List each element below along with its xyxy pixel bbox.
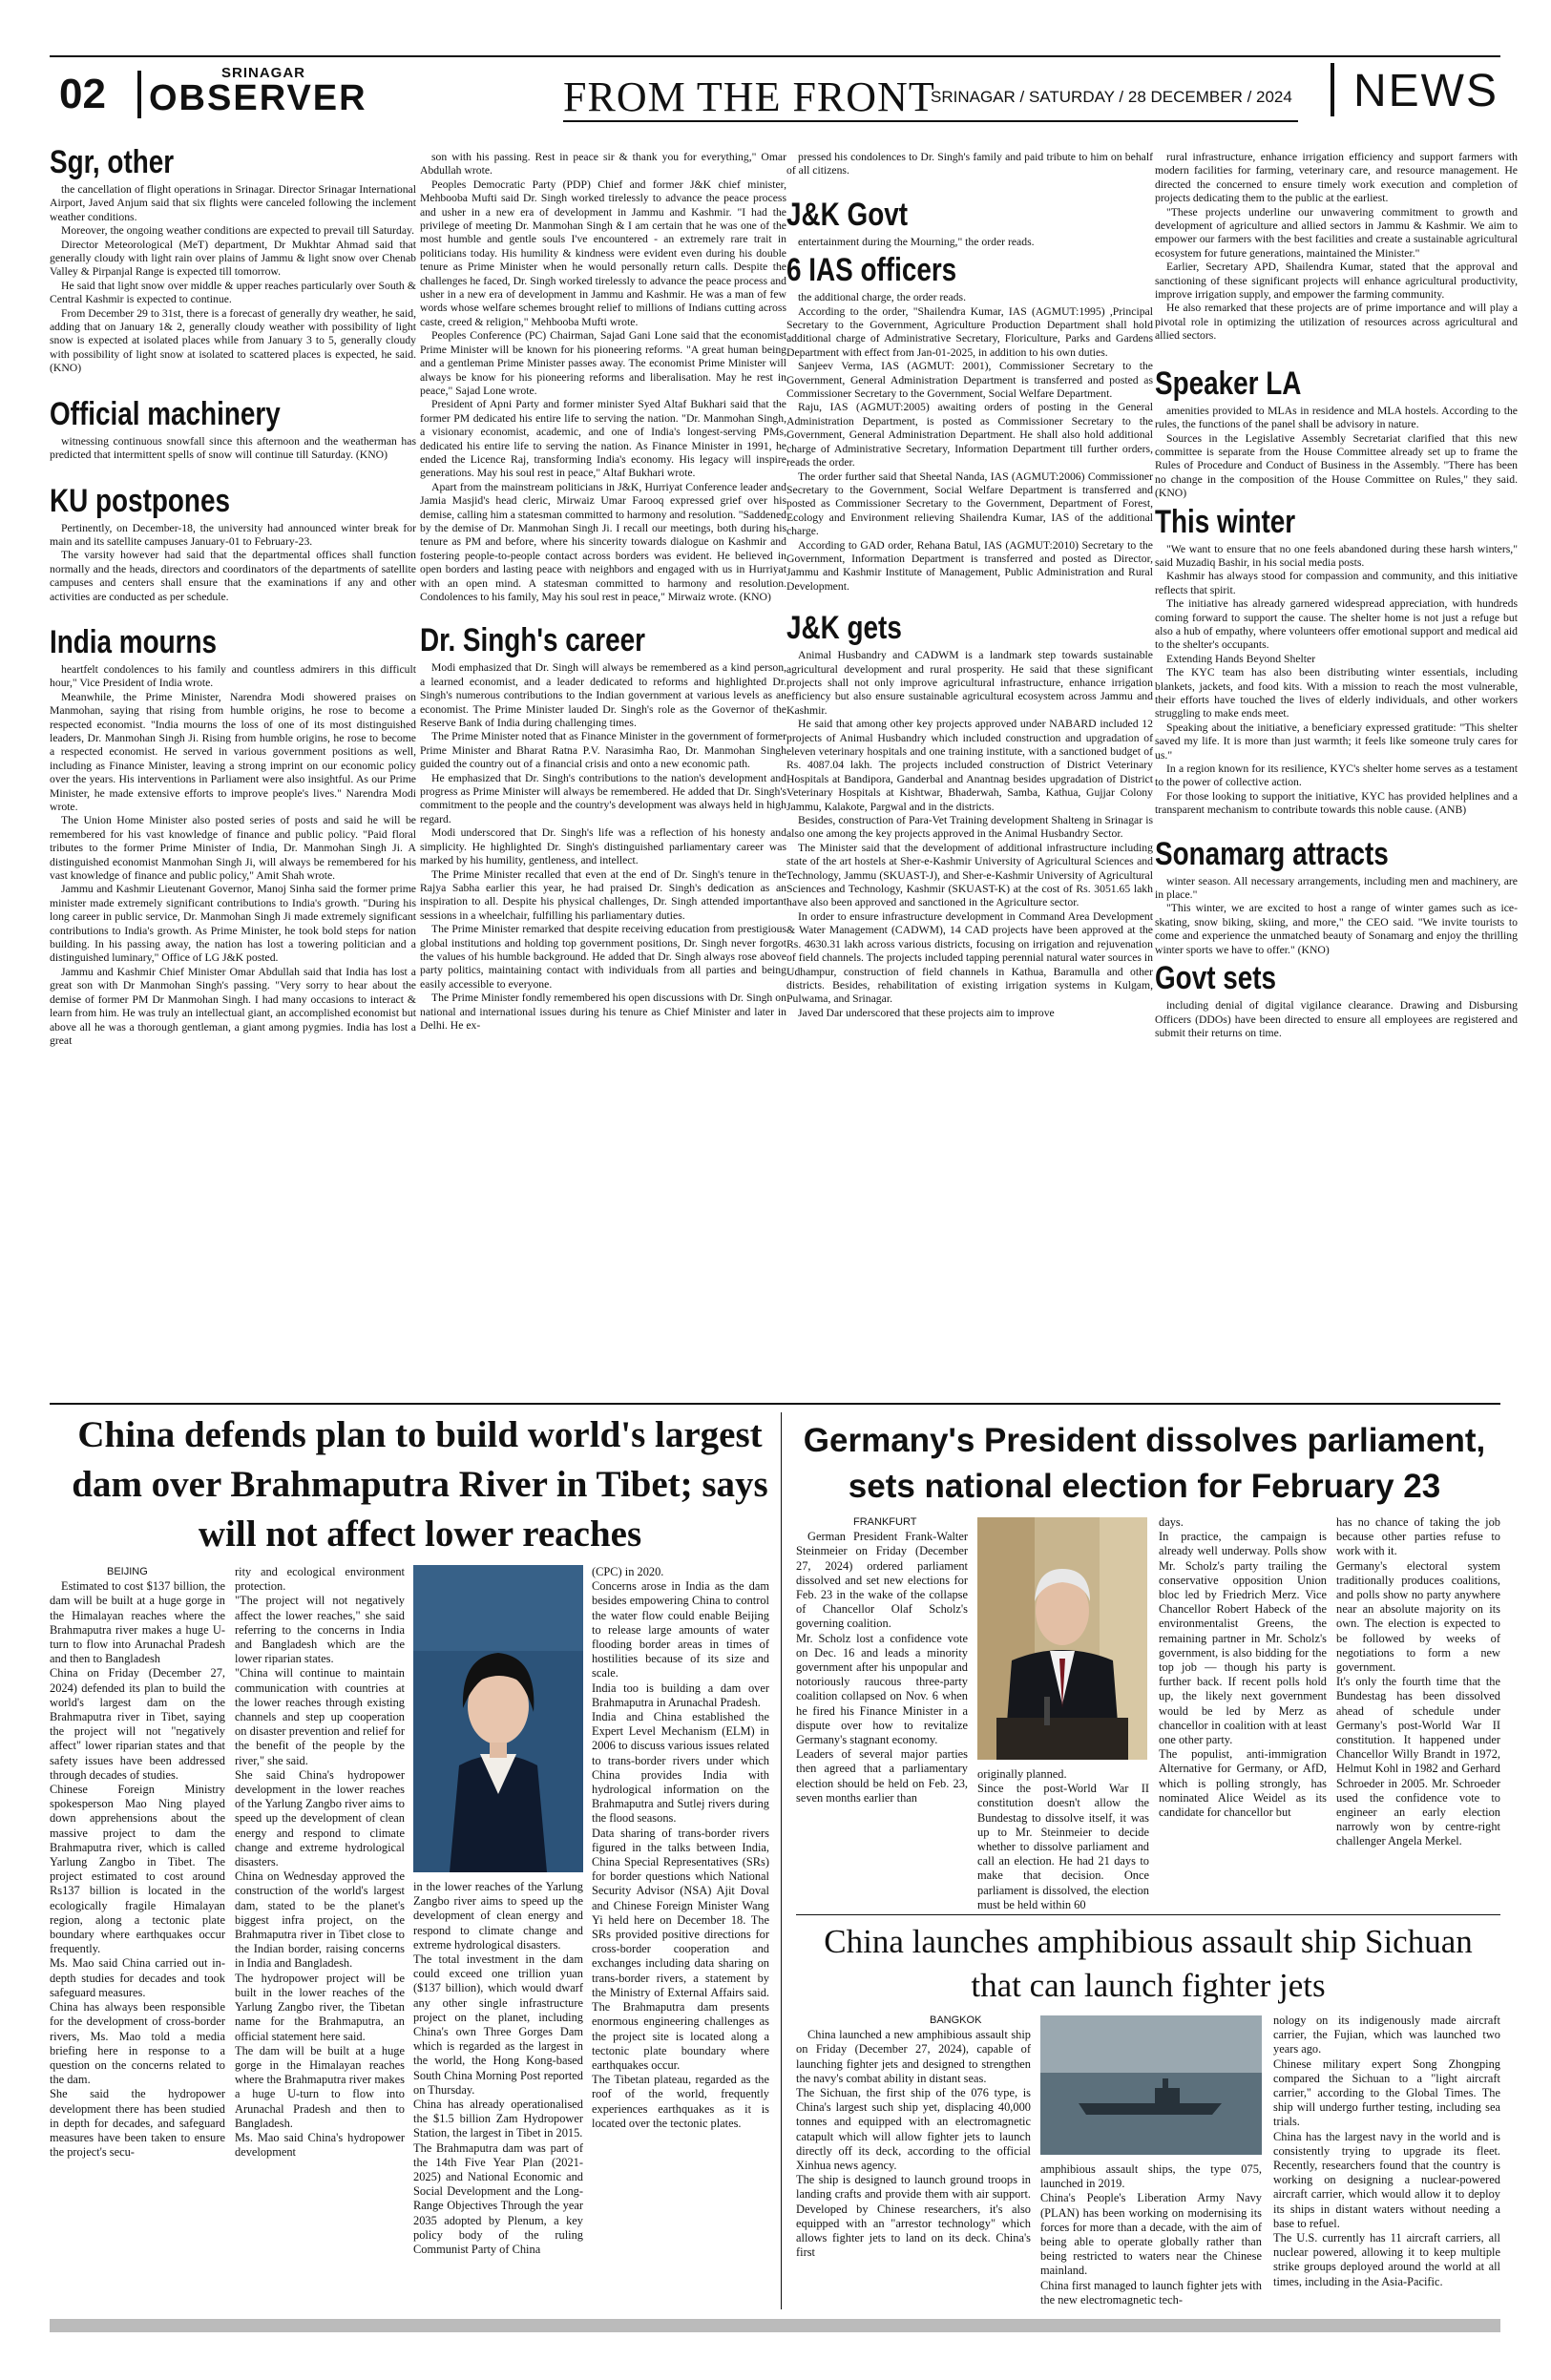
paragraph: Earlier, Secretary APD, Shailendra Kumar, stated that the approval and sanctioning of these significant projects will enhance agricultural productivity, improve irrigation supply, and empower the farming community. (1155, 261, 1518, 302)
germany-col-2 (977, 1767, 1149, 1912)
paragraph: He said that among other key projects approved under NABARD included 12 projects of Animal Husbandry which included construction and upgradation of eleven veterinary hospitals and one training institute, with a sanctioned budget of Rs. 4087.04 lakh. The projects included construction of District Veterinary Hospitals at Bandipora, Ganderbal and Anantnag besides upgradation of District Veterinary Hospitals at Kishtwar, Bhaderwah, Samba, Kathua, Gujjar Colony Jammu, Kalakote, Pargwal and in the districts. (786, 718, 1153, 813)
paragraph: Raju, IAS (AGMUT:2005) awaiting orders of posting in the General Administration Department, is posted as Commissioner Secretary to the Government, General Administration Department. He shall also hold additional charge of Administrative Secretary, Information Department till further orders, reads the order. (786, 401, 1153, 470)
paragraph: nology on its indigenously made aircraft carrier, the Fujian, which was launched two years ago. Chinese military expert Song Zhongping compared the Sichuan to a "light aircraft carrier," according to the Global Times. The ship will undergo further testing, including sea trials. China has the largest navy in the world and is consistently trying to upgrade its fleet. Recently, researchers found that the country is working on designing a nuclear-powered aircraft carrier, which would allow it to deploy its ships in distant waters without needing a base to refuel. The U.S. currently has 11 aircraft carriers, all nuclear powered, allowing it to keep multiple strike groups deployed around the world at all times, including in the Asia-Pacific. (1273, 2014, 1500, 2288)
story-heading: Govt sets (1155, 960, 1277, 997)
page-dateline: SRINAGAR / SATURDAY / 28 DECEMBER / 2024 (931, 88, 1292, 106)
paragraph: (CPC) in 2020. Concerns arose in India as the dam besides empowering China to control the water flow could enable Beijing to release large amounts of water flooding border areas in times of hostilities because of its size and scale. India too is building a dam over Brahmaputra in Arunachal Pradesh. India and China established the Expert Level Mechanism (ELM) in 2006 to discuss various issues related to trans-border rivers under which China provides India with hydrological information on the Brahmaputra and Sutlej rivers during the flood seasons. Data sharing of trans-border rivers figured in the talks between India, China Special Representatives (SRs) for border questions which National Security Advisor (NSA) Ajit Doval and Chinese Foreign Minister Wang Yi held here on December 18. The SRs provided positive directions for cross-border cooperation and exchanges including data sharing on trans-border rivers, a statement by the Ministry of External Affairs said. The Brahmaputra dam presents enormous engineering challenges as the project site is located along a tectonic plate boundary where earthquakes occur. The Tibetan plateau, regarded as the roof of the world, frequently experiences earthquakes as it is located over the tectonic plates. (592, 1565, 769, 2130)
paragraph: Estimated to cost $137 billion, the dam will be built at a huge gorge in the Himalayan reaches where the Brahmaputra river makes a huge U-turn to flow into Arunachal Pradesh and then to Bangladesh China on Friday (December 27, 2024) defended its plan to build the world's largest dam on the Brahmaputra river in Tibet, saying the project will not "negatively affect" lower riparian states and that safety issues have been addressed through decades of studies. Chinese Foreign Ministry spokesperson Mao Ning played down apprehensions about the massive project to dam the Brahmaputra river, which is called Yarlung Zangbo in Tibet. The project estimated to cost around Rs137 billion is located in the ecologically fragile Himalayan region, along a tectonic plate boundary where earthquakes occur frequently. Ms. Mao said China carried out in-depth studies for decades and took safeguard measures. China has always been responsible for the development of cross-border rivers, Ms. Mao told a media briefing here in response to a question on the concerns related to the dam. She said the hydropower development there has been studied in depth for decades, and safeguard measures have been taken to ensure the project's secu- (50, 1579, 225, 2160)
ship-image (1040, 2015, 1262, 2155)
china-dam-col-2 (235, 1565, 405, 2160)
paragraph: "This winter, we are excited to host a range of winter games such as ice-skating, snow biking, skiing, and more," the CEO said. "We invite tourists to come and experience the unmatched beauty of Sonamarg and enjoy the thrilling winter sports we have to offer." (KNO) (1155, 902, 1518, 956)
paragraph: Jammu and Kashmir Lieutenant Governor, Manoj Sinha said the former prime minister made extremely significant contributions to India's growth. "During his long career in public service, Dr. Manmohan Singh Ji made extremely significant contributions to India's growth. As Prime Minister, he took bold steps for nation building. In his passing away, the nation has lost a towering politician and a distinguished luminary," Office of LG J&K posted. (50, 883, 416, 965)
paragraph: Javed Dar underscored that these projects aim to improve (798, 1006, 1055, 1019)
paragraph: Peoples Conference (PC) Chairman, Sajad Gani Lone said that the economist Prime Minister will be known for his pioneering reforms. "A great human being and a gentleman Prime Minister passes away. The economist Prime Minister will always be know for his pioneering reforms and liberalisation. May he rest in peace," Sajad Lone wrote. (420, 329, 786, 397)
story-heading: This winter (1155, 503, 1296, 540)
story-heading: J&K Govt (786, 196, 909, 233)
dateline: FRANKFURT (853, 1516, 917, 1528)
paragraph: Sources in the Legislative Assembly Secretariat clarified that this new committee is separate from the House Committee already set up to frame the Rules of Procedure and Conduct of Business in the Assembly. "There has been no change in the composition of the House Committee on Rules," they said. (KNO) (1155, 431, 1518, 500)
paragraph: Director Meteorological (MeT) department, Dr Mukhtar Ahmad said that generally cloudy with light rain over plains of Jammu & light snow over Chenab Valley & Pirpanjal Range is expected till tomorrow. (50, 238, 416, 279)
column-1 (50, 141, 416, 1048)
story-heading: KU postpones (50, 482, 230, 519)
paragraph: Pertinently, on December-18, the university had announced winter break for main and its satellite campuses January-01 to February-23. (50, 521, 416, 548)
story-heading: Official machinery (50, 395, 281, 432)
story-heading: J&K gets (786, 610, 902, 647)
header-divider-right (1331, 63, 1334, 116)
paragraph: In a region known for its resilience, KYC's shelter home serves as a testament to the power of collective action. (1155, 762, 1518, 789)
paragraph: For those looking to support the initiative, KYC has provided helplines and a transparent mechanism to contribute towards this noble cause. (ANB) (1155, 789, 1518, 817)
paragraph: rity and ecological environment protection. "The project will not negatively affect the lower reaches," she said referring to the concerns in India and Bangladesh which are the lower riparian states. "China will continue to maintain communication with countries at the lower reaches through existing channels and step up cooperation on disaster prevention and relief for the benefit of the people by the river," she said. She said China's hydropower development in the lower reaches of the Yarlung Zangbo river aims to speed up the development of clean energy and respond to climate change and extreme hydrological disasters. China on Wednesday approved the construction of the world's largest dam, stated to be the planet's biggest infra project, on the Brahmaputra river in Tibet close to the Indian border, raising concerns in India and Bangladesh. The hydropower project will be built in the lower reaches of the Yarlung Zangbo river, the Tibetan name for the Brahmaputra, an official statement here said. The dam will be built at a huge gorge in the Himalayan reaches where the Brahmaputra river makes a huge U-turn to flow into Arunachal Pradesh and then to Bangladesh. Ms. Mao said China's hydropower development (235, 1565, 405, 2160)
paragraph: In order to ensure infrastructure development in Command Area Development & Water Management (CADWM), 14 CAD projects have been approved at the Rs. 4630.31 lakh across various districts, focusing on irrigation and rejuvenation of field channels. The projects included tapping perennial natural water sources in Udhampur, construction of field channels in Kathua, Baramulla and other districts. Besides, rehabilitation of existing irrigation systems in Kulgam, Pulwama, and Srinagar. (786, 909, 1153, 1006)
paragraph: He said that light snow over middle & upper reaches particularly over South & Central Kashmir is expected to continue. (50, 279, 416, 306)
page-number: 02 (59, 71, 106, 117)
dateline: BEIJING (107, 1566, 148, 1577)
paragraph: The varsity however had said that the departmental offices shall function normally and the heads, directors and coordinators of the departments of satellite campuses and centers shall ensure that the examinations if any and other activities are conducted as per schedule. (50, 549, 416, 603)
column-3 (786, 151, 1153, 1020)
germany-col-1 (796, 1515, 968, 1806)
china-dam-headline: China defends plan to build world's largest dam over Brahmaputra River in Tibet; says will not affect lower reaches (72, 1414, 768, 1555)
paragraph: Apart from the mainstream politicians in J&K, Hurriyat Conference leader and Jamia Masjid's head cleric, Mirwaiz Umar Farooq expressed grief over his demise, calling him a statesman committed to harmony and resolution. "Saddened by the demise of Dr. Manmohan Singh Ji. I recall our meetings, both during his tenure as PM and before, where his sincerity towards dialogue on Kashmir and fostering people-to-people contact across borders was evident. He believed in open borders and lasting peace with neighbors and engaged with us in Hurriyat with an open mind. A statesman committed to harmony and resolution. Condolences to his family, May his soul rest in peace," Mirwaiz wrote. (KNO) (420, 480, 786, 603)
header-divider (137, 71, 141, 118)
paragraph: Besides, construction of Para-Vet Training development Shalteng in Srinagar is also one among the key projects approved in the Animal Husbandry Sector. (786, 814, 1153, 841)
paragraph: Modi emphasized that Dr. Singh will always be remembered as a kind person, a learned economist, and a leader dedicated to reforms and highlighted Dr. Singh's numerous contributions to the Indian government at various levels as an economist. The Prime Minister lauded Dr. Singh's role as the Governor of the Reserve Bank of India during challenging times. (420, 661, 786, 730)
paragraph: He emphasized that Dr. Singh's contributions to the nation's development and progress as Prime Minister will always be remembered. He added that Dr. Singh's commitment to the people and the country's development was always held in high regard. (420, 771, 786, 825)
china-ship-col-3 (1273, 2014, 1500, 2289)
paragraph: Extending Hands Beyond Shelter (1166, 652, 1316, 665)
column-2 (420, 151, 786, 1033)
paragraph: heartfelt condolences to his family and countless admirers in this difficult hour," Vice President of India wrote. (50, 662, 416, 690)
paragraph: entertainment during the Mourning," the order reads. (798, 235, 1035, 248)
paragraph: "These projects underline our unwavering commitment to growth and development of agriculture and allied sectors in Jammu & Kashmir. We aim to empower our farmers with the best facilities and create a sustainable agricultural ecosystem for future generations, maintained the Minister." (1155, 205, 1518, 260)
paragraph: rural infrastructure, enhance irrigation efficiency and support farmers with modern facilities for farming, veterinary care, and resource management. He directed the concerned to ensure timely work execution and completion of projects dedicating them to the public at the earliest. (1155, 151, 1518, 205)
paragraph: President of Apni Party and former minister Syed Altaf Bukhari said that the former PM dedicated his entire life to serving the nation. "Dr. Manmohan Singh, a visionary economist, academic, and one of India's longest-serving PMs, dedicated his entire life to serving the nation. As Finance Minister in 1991, he ended the Licence Raj, transforming India's economy. His legacy will inspire generations. May his soul rest in peace," Altaf Bukhari wrote. (420, 398, 786, 480)
brand-logo: OBSERVER (149, 78, 367, 118)
dateline: BANGKOK (930, 2015, 982, 2026)
paragraph: Modi underscored that Dr. Singh's life was a reflection of his honesty and simplicity. He highlighted Dr. Singh's distinguished parliamentary career was marked by his humility, gentleness, and intellect. (420, 826, 786, 867)
paragraph: According to GAD order, Rehana Batul, IAS (AGMUT:2010) Secretary to the Government, Information Department is transferred and posted as Director, Jammu and Kashmir Institute of Management, Public Administration and Rural Development. (786, 538, 1153, 593)
germany-headline: Germany's President dissolves parliament, sets national election for February 23 (803, 1422, 1486, 1505)
paragraph: German President Frank-Walter Steinmeier on Friday (December 27, 2024) ordered parliament dissolved and set new elections for Feb. 23 in the wake of the collapse of Chancellor Olaf Scholz's governing coalition. Mr. Scholz lost a confidence vote on Dec. 16 and leads a minority government after his unpopular and notoriously raucous three-party coalition collapsed on Nov. 6 when he fired his Finance Minister in a dispute over how to revitalize Germany's stagnant economy. Leaders of several major parties then agreed that a parliamentary election should be held on Feb. 23, seven months earlier than (796, 1530, 968, 1805)
header-top-rule (50, 55, 1500, 57)
paragraph: From December 29 to 31st, there is a forecast of generally dry weather, he said, adding that on January 1& 2, generally cloudy weather with possibility of light snow is expected at isolated places while from January 3 to 5, generally cloudy with possibility of light snow at isolated to scattered places is expected, he said. (KNO) (50, 306, 416, 375)
paragraph: Speaking about the initiative, a beneficiary expressed gratitude: "This shelter saved my life. It is more than just warmth; it feels like someone truly cares for us." (1155, 720, 1518, 762)
paragraph: including denial of digital vigilance clearance. Drawing and Disbursing Officers (DDOs) have been directed to ensure all employees are registered and submit their returns on time. (1155, 999, 1518, 1039)
paragraph: China launched a new amphibious assault ship on Friday (December 27, 2024), capable of launching fighter jets and designed to strengthen the navy's combat ability in distant seas. The Sichuan, the first ship of the 076 type, is China's largest such ship yet, displacing 40,000 tonnes and equipped with an electromagnetic catapult which will allow fighter jets to launch directly off its deck, according to the official Xinhua news agency. The ship is designed to launch ground troops in landing crafts and provide them with air support. Developed by Chinese researchers, it's also equipped with an "arrestor technology" which allows fighter jets to land on its deck. China's first (796, 2028, 1031, 2260)
paragraph: Jammu and Kashmir Chief Minister Omar Abdullah said that India has lost a great son with Dr Manmohan Singh's passing. "Very sorry to hear about the demise of former PM Dr Manmohan Singh. I had many occasions to interact & learn from him. He was truly an intellectual giant, an accomplished economist but above all he was a thorough gentleman, a giant among pygmies. India has lost a great (50, 965, 416, 1047)
paragraph: "We want to ensure that no one feels abandoned during these harsh winters," said Muzadiq Bashir, in his social media posts. (1155, 542, 1518, 569)
china-ship-col-2 (1040, 2162, 1262, 2307)
paragraph: the additional charge, the order reads. (798, 291, 966, 304)
section-label-news: NEWS (1353, 66, 1499, 116)
paragraph: The Prime Minister remarked that despite receiving education from prestigious global institutions and holding top government positions, Dr. Singh never forgot the values of his humble background. He added that Dr. Singh always rose above party politics, maintaining contact with individuals from all parties and being easily accessible to everyone. (420, 923, 786, 991)
assault-ship-photo (1040, 2015, 1262, 2155)
paragraph: The Prime Minister fondly remembered his open discussions with Dr. Singh on national and international issues during his tenure as Chief Minister and later in Delhi. He ex- (420, 992, 786, 1032)
story-heading: Sonamarg attracts (1155, 835, 1389, 872)
president-figure (977, 1517, 1147, 1760)
column-divider (781, 1412, 782, 2309)
story-heading: Speaker LA (1155, 365, 1302, 402)
paragraph: The Minister said that the development of additional infrastructure including state of the art hostels at Sher-e-Kashmir University of Agricultural Sciences and Technology, Jammu (SKUAST-J), and Sher-e-Kashmir University of Agricultural Sciences and Technology, Kashmir (SKUAST-K) at the cost of Rs. 3051.65 lakh have also been approved and sanctioned in the Agriculture sector. (786, 841, 1153, 909)
brand-city: SRINAGAR (221, 65, 306, 81)
spokesperson-figure (413, 1565, 583, 1872)
paragraph: son with his passing. Rest in peace sir & thank you for everything," Omar Abdullah wrote. (420, 151, 786, 177)
germany-col-3 (1159, 1515, 1327, 1820)
china-ship-headline: China launches amphibious assault ship Sichuan that can launch fighter jets (824, 1923, 1473, 2004)
story-heading: Sgr, other (50, 144, 175, 180)
paragraph: The order further said that Sheetal Nanda, IAS (AGMUT:2006) Commissioner Secretary to the Government, Social Welfare Department is transferred and posted as Commissioner Secretary to the Government, Department of Forest, Ecology and Environment relieving Shailendra Kumar, IAS of the additional charge. (786, 470, 1153, 538)
paragraph: amphibious assault ships, the type 075, launched in 2019. China's People's Liberation Army Navy (PLAN) has been working on modernising its forces for more than a decade, with the aim of being able to operate globally rather than being restricted to waters near the Chinese mainland. China first managed to launch fighter jets with the new electromagnetic tech- (1040, 2162, 1262, 2307)
paragraph: winter season. All necessary arrangements, including men and machinery, are in place." (1155, 874, 1518, 902)
paragraph: originally planned. Since the post-World War II constitution doesn't allow the Bundestag to dissolve itself, it was up to Mr. Steinmeier to decide whether to dissolve parliament and call an election. He had 21 days to make that decision. Once parliament is dissolved, the election must be held within 60 (977, 1767, 1149, 1911)
china-dam-col-1 (50, 1565, 225, 2160)
header-bottom-rule (563, 120, 1298, 122)
paragraph: the cancellation of flight operations in Srinagar. Director Srinagar International Airport, Javed Anjum said that six flights were canceled following the inclement weather conditions. (50, 183, 416, 223)
paragraph: Moreover, the ongoing weather conditions are expected to prevail till Saturday. (61, 224, 415, 238)
paragraph: in the lower reaches of the Yarlung Zangbo river aims to speed up the development of clean energy and respond to climate change and extreme hydrological disasters. The total investment in the dam could exceed one trillion yuan ($137 billion), which would dwarf any other single infrastructure project on the planet, including China's own Three Gorges Dam which is regarded as the largest in the world, the Hong Kong-based South China Morning Post reported on Thursday. China has already operationalised the $1.5 billion Zam Hydropower Station, the largest in Tibet in 2015. The Brahmaputra dam was part of the 14th Five Year Plan (2021-2025) and National Economic and Social Development and the Long-Range Objectives Through the year 2035 adopted by Plenum, a key policy body of the ruling Communist Party of China (413, 1880, 583, 2257)
china-dam-col-4 (592, 1565, 769, 2131)
section-divider (50, 1403, 1500, 1405)
paragraph: Peoples Democratic Party (PDP) Chief and former J&K chief minister, Mehbooba Mufti said Dr. Singh worked tirelessly to advance the peace process and usher in a new era of development in Jammu and Kashmir. "I had the privilege of meeting Dr. Manmohan Singh & I am certain that he was one of the most humble and gentle souls I've encountered - an extremely rare trait in politicians today. His humility & kindness were evident even during his double tenure as Prime Minister when he would personally return calls. Despite the challenges he faced, Dr. Singh worked tirelessly to advance the peace process and usher in a new era of development in Jammu and Kashmir. He was a man of few words whose welfare schemes brought relief to millions of Indians cutting across caste, creed & religion," Mehbooba Mufti wrote. (420, 177, 786, 328)
paragraph: The Prime Minister noted that as Finance Minister in the government of former Prime Minister and Bharat Ratna P.V. Narasimha Rao, Dr. Manmohan Singh guided the country out of a financial crisis and onto a new economic path. (420, 730, 786, 771)
story-heading: India mourns (50, 623, 218, 660)
paragraph: He also remarked that these projects are of prime importance and will play a pivotal role in optimizing the utilization of resources across agricultural and allied sectors. (1155, 302, 1518, 343)
china-ship-col-1 (796, 2014, 1031, 2260)
paragraph: Meanwhile, the Prime Minister, Narendra Modi showered praises on Manmohan, saying that rising from humble origins, he rose to become a respected economist. "India mourns the loss of one of its most distinguished leaders, Dr. Manmohan Singh Ji. Rising from humble origins, he rose to become a respected economist. He served in various government positions as well, including as Finance Minister, leaving a strong imprint on our economic policy over the years. His interventions in Parliament were also insightful. As our Prime Minister, he made extensive efforts to improve people's lives." Narendra Modi wrote. (50, 690, 416, 813)
paragraph: Animal Husbandry and CADWM is a landmark step towards sustainable agricultural development and rural prosperity. He said that these significant projects shall not only improve agricultural infrastructure, enhance irrigation efficiency but also ensure sustainable agricultural ecosystem across Jammu and Kashmir. (786, 649, 1153, 717)
paragraph: Kashmir has always stood for compassion and community, and this initiative reflects that spirit. (1155, 570, 1518, 596)
paragraph: The KYC team has also been distributing winter essentials, including blankets, jackets, and food kits. With a mission to reach the most vulnerable, their efforts have touched the lives of elderly individuals, and other workers struggling to make ends meet. (1155, 666, 1518, 720)
steinmeier-photo (977, 1517, 1147, 1760)
story-heading: Dr. Singh's career (420, 622, 645, 659)
footer-bar (50, 2319, 1500, 2332)
paragraph: The initiative has already garnered widespread appreciation, with hundreds coming forward to support the cause. The shelter home is not just a refuge but also a hub of empathy, where volunteers offer emotional support and medical aid to the shelter's occupants. (1155, 597, 1518, 652)
china-dam-col-3 (413, 1880, 583, 2257)
paragraph: According to the order, "Shailendra Kumar, IAS (AGMUT:1995) ,Principal Secretary to the Government, Agriculture Production Department shall hold additional charge of Administrative Secretary, Floriculture, Parks and Gardens Department with effect from Jan-01-2025, in addition to his own duties. (786, 304, 1153, 359)
paragraph: days. In practice, the campaign is already well underway. Polls show Mr. Scholz's party trailing the conservative opposition Union bloc led by Friedrich Merz. Vice Chancellor Robert Habeck of the environmentalist Greens, the remaining partner in Mr. Scholz's government, is also bidding for the top job — though his party is further back. If recent polls hold up, the likely next government would be led by Merz as chancellor in coalition with at least one other party. The populist, anti-immigration Alternative for Germany, or AfD, which is polling strongly, has nominated Alice Weidel as its candidate for chancellor but (1159, 1515, 1327, 1820)
story-divider (796, 1914, 1500, 1915)
paragraph: amenities provided to MLAs in residence and MLA hostels. According to the rules, the functions of the panel shall be advisory in nature. (1155, 404, 1518, 431)
story-heading: 6 IAS officers (786, 252, 957, 289)
column-4 (1155, 151, 1518, 1040)
paragraph: witnessing continuous snowfall since this afternoon and the weatherman has predicted that intermittent spells of snow will continue till Saturday. (KNO) (50, 434, 416, 462)
paragraph: The Prime Minister recalled that even at the end of Dr. Singh's tenure in the Rajya Sabha earlier this year, he had praised Dr. Singh's dedication as an inspiration to all. Despite his physical challenges, Dr. Singh attended important sessions in a wheelchair, fulfilling his parliamentary duties. (420, 867, 786, 922)
paragraph: The Union Home Minister also posted series of posts and said he will be remembered for his vast knowledge of finance and public policy. "Paid floral tributes to the former Prime Minister of India, Dr. Manmohan Singh Ji. A distinguished economist Manmohan Singh Ji, will always be remembered for his vast knowledge of finance and public policy," Amit Shah wrote. (50, 814, 416, 883)
spokesperson-photo (413, 1565, 583, 1872)
paragraph: Sanjeev Verma, IAS (AGMUT: 2001), Commissioner Secretary to the Government, General Administration Department is transferred and posted as Commissioner Secretary to the Government, Social Welfare Department. (786, 360, 1153, 401)
section-title: FROM THE FRONT (563, 73, 935, 120)
paragraph: pressed his condolences to Dr. Singh's family and paid tribute to him on behalf of all citizens. (786, 151, 1153, 177)
paragraph: has no chance of taking the job because other parties refuse to work with it. Germany's electoral system traditionally produces coalitions, and polls show no party anywhere near an absolute majority on its own. The election is expected to be followed by weeks of negotiations to form a new government. It's only the fourth time that the Bundestag has been dissolved ahead of schedule under Germany's post-World War II constitution. It happened under Chancellor Willy Brandt in 1972, Helmut Kohl in 1982 and Gerhard Schroeder in 2005. Mr. Schroeder used the confidence vote to engineer an early election narrowly won by centre-right challenger Angela Merkel. (1336, 1515, 1500, 1848)
germany-col-4 (1336, 1515, 1500, 1849)
